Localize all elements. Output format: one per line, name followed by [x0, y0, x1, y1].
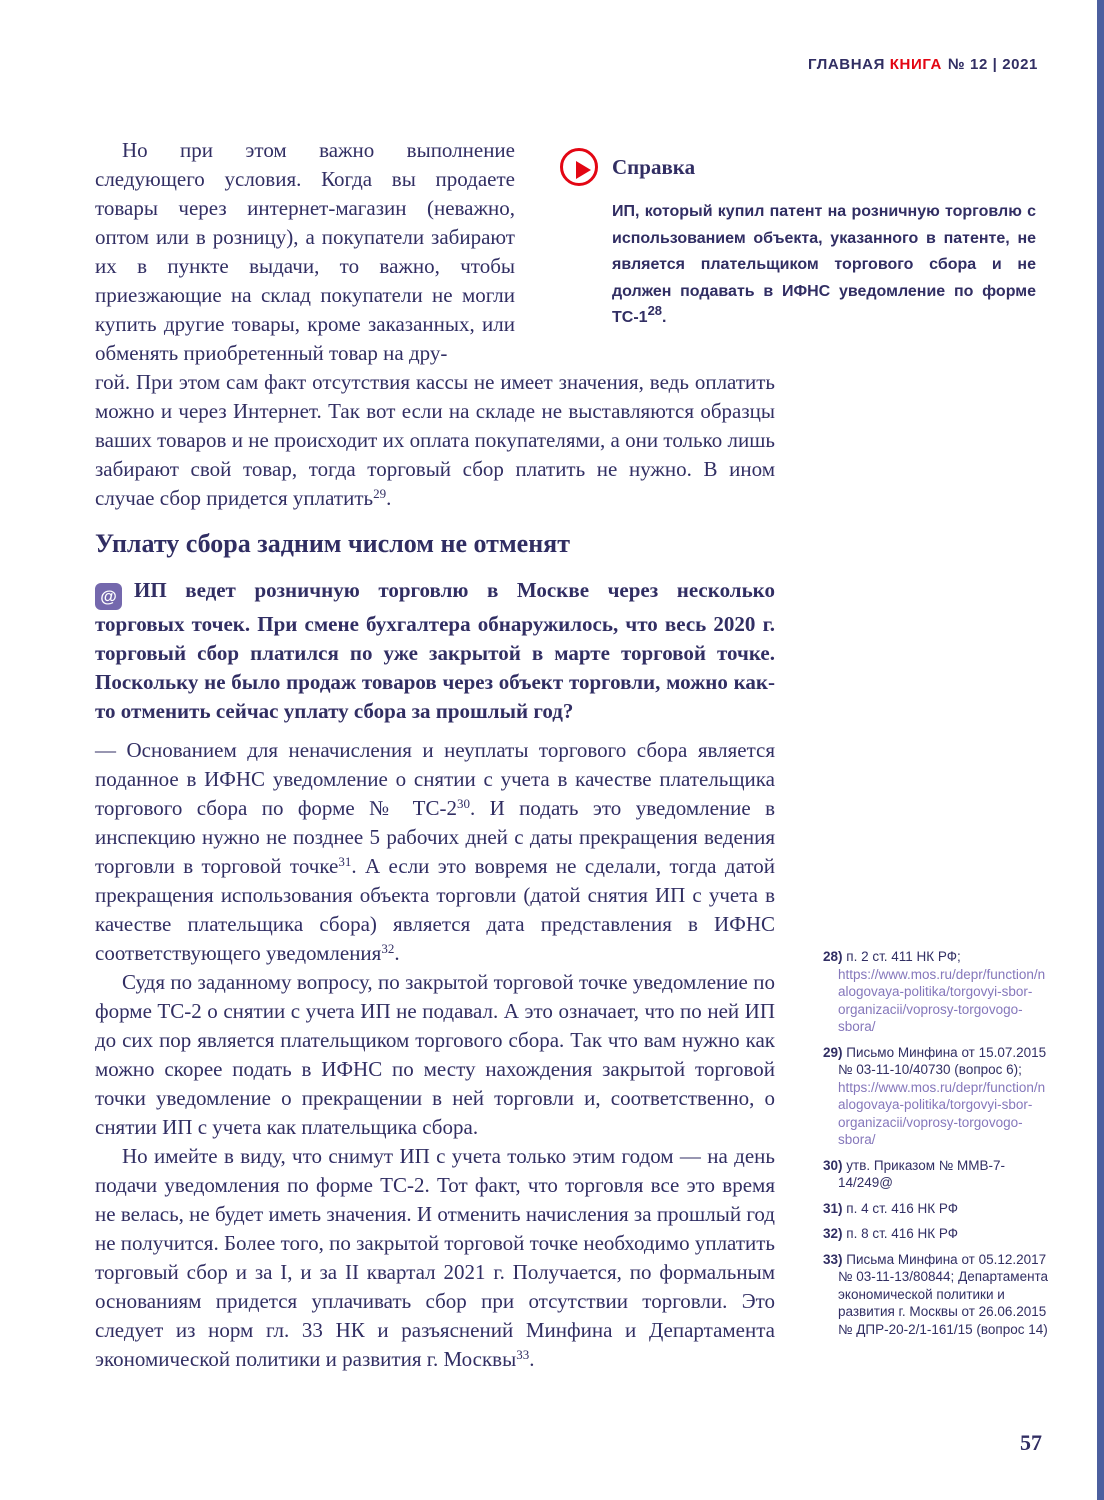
answer1-text-2: . И подать это уведомление в инспекцию нужно не позднее 5 рабочих дней с даты прекращения ведения торговли в торговой точке — [95, 796, 775, 878]
at-icon: @ — [95, 583, 122, 610]
footnote-text: Письма Минфина от 05.12.2017 № 03-11-13/80844; Департамента экономической политики и развития г. Москвы от 26.06.2015 № ДПР-20-2/1-161/15 (вопрос 14) — [838, 1251, 1049, 1337]
spravka-text — [560, 199, 1036, 332]
footnote-link[interactable]: https://www.mos.ru/depr/function/nalogovaya-politika/torgovyi-sbor-organizacii/voprosy-torgovogo-sbora/ — [838, 1079, 1046, 1147]
footnote-text: Письмо Минфина от 15.07.2015 № 03-11-10/40730 (вопрос 6); — [838, 1044, 1047, 1077]
footnote-item — [823, 948, 1049, 1036]
footnote-item — [823, 1200, 1049, 1218]
footnote-ref-31: 31 — [338, 854, 352, 869]
footnote-text: п. 2 ст. 411 НК РФ; — [846, 949, 961, 964]
answer1-text-1: — Основанием для неначисления и неуплаты торгового сбора является поданное в ИФНС уведомление о снятии с учета в качестве плательщика торгового сбора по форме № ТС-2 — [95, 738, 775, 820]
continuation-text: гой. При этом сам факт отсутствия кассы не имеет значения, ведь оплатить можно и через Интернет. Так вот если на складе не выставляются образцы ваших товаров и не происходит их оплата покупателями, а они только лишь забирают свой товар, тогда торговый сбор платить не нужно. В ином случае сбор придется уплатить — [95, 370, 775, 510]
spravka-body-text: ИП, который купил патент на розничную торговлю с использованием объекта, указанного в патенте, не является плательщиком торгового сбора и не должен подавать в ИФНС уведомление по форме ТС-1 — [612, 203, 1036, 326]
answer-paragraph-3 — [95, 1142, 775, 1374]
page-number: 57 — [1020, 1430, 1042, 1455]
footnote-ref-28: 28 — [647, 303, 663, 318]
footnote-ref-33: 33 — [516, 1347, 530, 1362]
spravka-box — [560, 148, 1036, 332]
spravka-body-end: . — [662, 309, 667, 326]
brand-name-accent: КНИГА — [889, 56, 942, 73]
footnote-ref-30: 30 — [456, 796, 470, 811]
section-heading: Уплату сбора задним числом не отменят — [95, 529, 571, 558]
brand-name-main: ГЛАВНАЯ — [808, 56, 885, 73]
footnote-item — [823, 1044, 1049, 1149]
footnote-ref-32: 32 — [381, 941, 395, 956]
footnote-item — [823, 1225, 1049, 1243]
footnote-number: 29) — [823, 1044, 847, 1060]
play-circle-icon — [560, 148, 598, 186]
footnote-text: п. 4 ст. 416 НК РФ — [846, 1200, 959, 1216]
intro-continuation-paragraph — [95, 368, 775, 513]
answer-paragraph-2: Судя по заданному вопросу, по закрытой торговой точке уведомление по форме ТС-2 о снятии с учета ИП не подавал. А это означает, что по ней ИП до сих пор является плательщиком торгового сбора. Так что вам нужно как можно скорее подать в ИФНС по месту нахождения закрытой торговой точки уведомление о прекращении в ней торговли и, соответственно, о снятии ИП с учета как плательщика сбора. — [95, 970, 775, 1139]
intro-two-column-row — [95, 136, 1036, 368]
footnote-item — [823, 1251, 1049, 1339]
footnotes-sidebar — [823, 948, 1049, 1346]
answer1-text-end: . — [394, 941, 400, 965]
footnote-number: 30) — [823, 1157, 847, 1173]
answer3-text-end: . — [529, 1347, 535, 1371]
footnote-number: 28) — [823, 949, 847, 964]
footnote-text: утв. Приказом № ММВ-7-14/249@ — [838, 1157, 1005, 1190]
spravka-header — [560, 148, 1036, 186]
footnote-number: 33) — [823, 1251, 847, 1267]
page-header — [808, 56, 1038, 73]
question-paragraph — [95, 576, 775, 726]
footnote-item — [823, 1157, 1049, 1192]
answer-paragraph-1 — [95, 736, 775, 968]
answer1-text-3: . А если это вовремя не сделали, тогда датой прекращения использования объекта торговли (датой снятия ИП с учета в качестве плательщика сбора) является дата представления в ИФНС соответствующего уведомления — [95, 854, 775, 965]
footnotes-list — [823, 948, 1049, 1338]
footnote-link[interactable]: https://www.mos.ru/depr/function/nalogovaya-politika/torgovyi-sbor-organizacii/voprosy-torgovogo-sbora/ — [838, 966, 1046, 1034]
footnote-number: 31) — [823, 1200, 847, 1216]
question-text: ИП ведет розничную торговлю в Москве через несколько торговых точек. При смене бухгалтера обнаружилось, что весь 2020 г. торговый сбор платился по уже закрытой в марте торговой точке. Поскольку не было продаж товаров через объект торговли, можно как-то отменить сейчас уплату сбора за прошлый год? — [95, 578, 775, 723]
page-edge-bar — [1097, 0, 1104, 1500]
footnote-number: 32) — [823, 1226, 847, 1241]
intro-left-column: Но при этом важно выполнение следующего условия. Когда вы продаете товары через интернет-магазин (неважно, оптом или в розницу), а покупатели забирают их в пункте выдачи, то важно, чтобы приезжающие на склад покупатели не могли купить другие товары, кроме заказанных, или обменять приобретенный товар на дру- — [95, 138, 515, 365]
answer3-text: Но имейте в виду, что снимут ИП с учета только этим годом — на день подачи уведомления по форме ТС-2. Тот факт, что торговля все это время не велась, не будет иметь значения. И отменить начисления за прошлый год не получится. Более того, по закрытой торговой точке необходимо уплатить торговый сбор и за I, и за II квартал 2021 г. Получается, по формальным основаниям придется уплачивать сбор при отсутствии торговли. Это следует из норм гл. 33 НК и разъяснений Минфина и Департамента экономической политики и развития г. Москвы — [95, 1144, 775, 1371]
footnote-ref-29: 29 — [373, 486, 387, 501]
footnote-text: п. 8 ст. 416 НК РФ — [846, 1226, 959, 1241]
spravka-title: Справка — [612, 154, 696, 179]
issue-number: № 12 | 2021 — [947, 56, 1038, 73]
continuation-end: . — [386, 486, 392, 510]
